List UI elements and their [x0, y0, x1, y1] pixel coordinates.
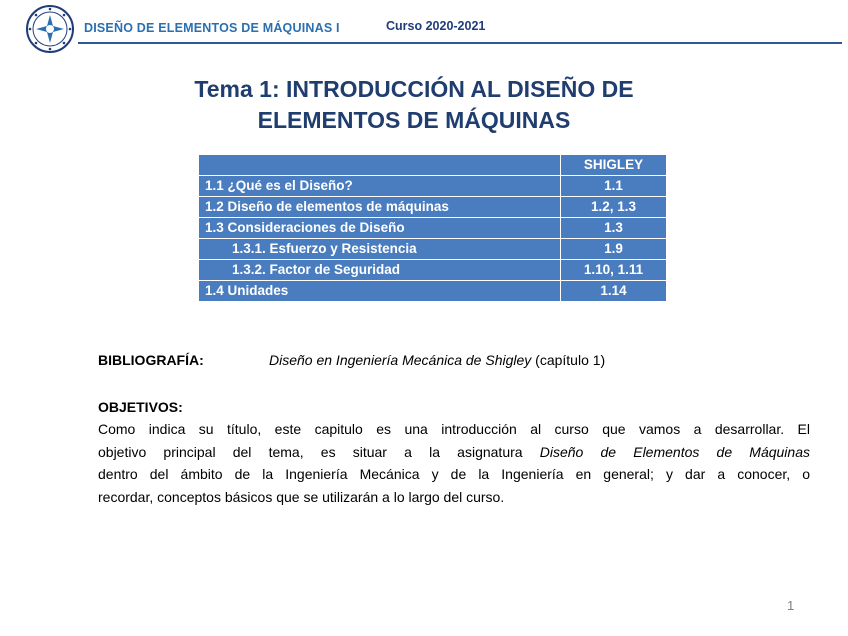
page-title [130, 74, 698, 136]
topics-table [198, 154, 667, 302]
table-row [199, 260, 667, 281]
book-note: (capítulo 1) [531, 352, 606, 368]
course-year: Curso 2020-2021 [386, 19, 486, 33]
objectives-line: Como indica su título, este capitulo es una introducción al curso que vamos a desarrollar. El [98, 421, 810, 437]
table-row [199, 218, 667, 239]
table-row [199, 176, 667, 197]
reference-cell: 1.1 [561, 176, 667, 197]
table-header-row [199, 155, 667, 176]
topic-cell: 1.3.1. Esfuerzo y Resistencia [199, 239, 561, 260]
table-header-cell: SHIGLEY [561, 155, 667, 176]
objectives-line: recordar, conceptos básicos que se utilizarán a lo largo del curso. [98, 488, 505, 505]
objectives-line: dentro del ámbito de la Ingeniería Mecánica y de la Ingeniería en general; y dar a conocer, o [98, 466, 810, 482]
course-title-italic: Diseño de Elementos de Máquinas [539, 443, 810, 460]
topic-cell: 1.2 Diseño de elementos de máquinas [199, 197, 561, 218]
reference-cell: 1.14 [561, 281, 667, 302]
topic-cell: 1.1 ¿Qué es el Diseño? [199, 176, 561, 197]
table-row [199, 239, 667, 260]
objectives-line [98, 441, 810, 464]
topic-cell: 1.4 Unidades [199, 281, 561, 302]
table-header-cell [199, 155, 561, 176]
title-line-1: Tema 1: INTRODUCCIÓN AL DISEÑO DE [194, 76, 634, 102]
book-title: Diseño en Ingeniería Mecánica de Shigley [269, 352, 532, 368]
table-row [199, 197, 667, 218]
reference-cell: 1.9 [561, 239, 667, 260]
objectives-label: OBJETIVOS: [98, 399, 183, 415]
university-seal-icon [25, 4, 75, 54]
reference-cell: 1.3 [561, 218, 667, 239]
topic-cell: 1.3 Consideraciones de Diseño [199, 218, 561, 239]
reference-cell: 1.2, 1.3 [561, 197, 667, 218]
bibliography-label: BIBLIOGRAFÍA: [98, 352, 204, 368]
objectives-paragraph [98, 418, 810, 508]
table-row [199, 281, 667, 302]
bibliography-entry [269, 352, 605, 368]
reference-cell: 1.10, 1.11 [561, 260, 667, 281]
objectives-text: objetivo principal del tema, es situar a la asignatura [98, 443, 540, 460]
page-number: 1 [787, 598, 795, 613]
topic-cell: 1.3.2. Factor de Seguridad [199, 260, 561, 281]
title-line-2: ELEMENTOS DE MÁQUINAS [257, 107, 571, 133]
header-divider [78, 42, 842, 44]
course-name: DISEÑO DE ELEMENTOS DE MÁQUINAS I [84, 21, 340, 35]
